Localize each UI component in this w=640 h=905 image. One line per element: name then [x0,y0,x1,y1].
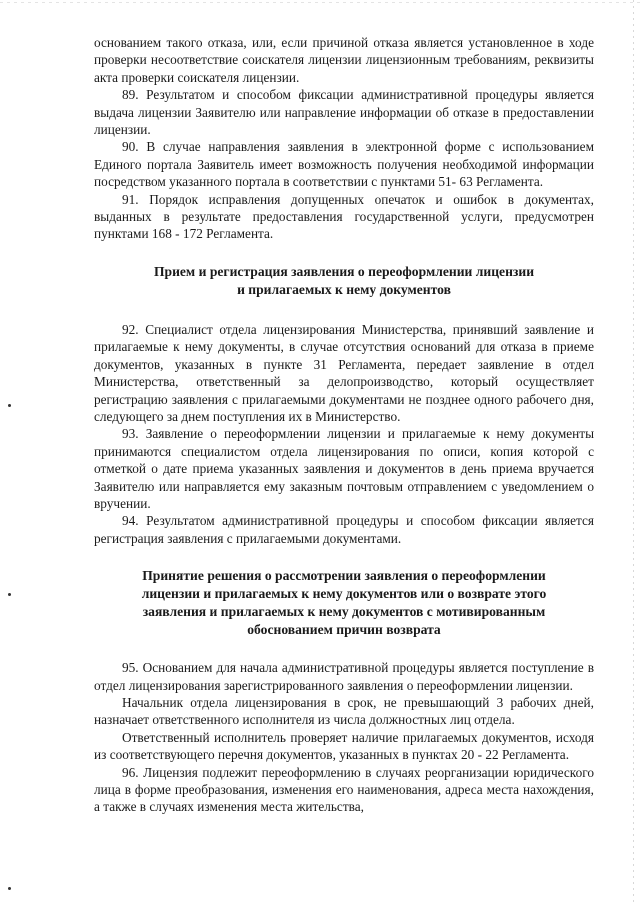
paragraph-92: 92. Специалист отдела лицензирования Министерства, принявший заявление и прилагаемые к нему документы, в случае отсутствия оснований для отказа в приеме документов, указанных в пункте 31 Регламента, передает заявление в отдел Министерства, ответственный за делопроизводство, который осуществляет регистрацию заявления с прилагаемыми документами не позднее одного рабочего дня, следующего за днем поступления их в Министерство. [94,321,594,424]
paragraph-head-of-department: Начальник отдела лицензирования в срок, не превышающий 3 рабочих дней, назначает ответственного исполнителя из числа должностных лиц отдела. [94,694,594,728]
scan-right-edge [633,0,634,905]
heading-line: заявления и прилагаемых к нему документов с мотивированным [142,604,546,620]
paragraph-89: 89. Результатом и способом фиксации административной процедуры является выдача лицензии Заявителю или направление информации об отказе в предоставлении лицензии. [94,87,594,138]
scan-speck [8,887,11,890]
heading-line: Прием и регистрация заявления о переоформлении лицензии [153,263,535,279]
paragraph-93: 93. Заявление о переоформлении лицензии и прилагаемые к нему документы принимаются специалистом отдела лицензирования по описи, копия которой с отметкой о дате приема указанных заявления и документов в день приема вручается Заявителю или направляется ему заказным почтовым отправлением с уведомлением о вручении. [94,426,594,511]
section-heading-registration [94,263,594,299]
paragraph-95: 95. Основанием для начала административной процедуры является поступление в отдел лицензирования зарегистрированного заявления о переоформлении лицензии. [94,660,594,693]
scan-speck [8,593,11,596]
document-page [94,34,594,816]
paragraph-91: 91. Порядок исправления допущенных опечаток и ошибок в документах, выданных в результате предоставления государственной услуги, предусмотрен пунктами 168 - 172 Регламента. [94,191,594,242]
scan-top-edge [0,2,640,3]
paragraph-executor: Ответственный исполнитель проверяет наличие прилагаемых документов, исходя из соответствующего перечня документов, указанных в пунктах 20 - 22 Регламента. [94,729,594,763]
section-heading-decision [94,567,594,639]
heading-line: лицензии и прилагаемых к нему документов или о возврате этого [141,586,547,602]
paragraph-94: 94. Результатом административной процедуры и способом фиксации является регистрация заявления с прилагаемыми документами. [94,513,594,546]
scan-speck [8,404,11,407]
paragraph-96: 96. Лицензия подлежит переоформлению в случаях реорганизации юридического лица в форме преобразования, изменения его наименования, адреса места нахождения, а также в случаях изменения места жительства, [94,764,594,815]
paragraph-90: 90. В случае направления заявления в электронной форме с использованием Единого портала Заявитель имеет возможность получения необходимой информации посредством указанного портала в соответствии с пунктами 51- 63 Регламента. [94,139,594,190]
heading-line: обоснованием причин возврата [247,622,441,638]
heading-line: и прилагаемых к нему документов [237,281,451,297]
heading-line: Принятие решения о рассмотрении заявления о переоформлении [142,568,546,584]
paragraph-continuation: основанием такого отказа, или, если причиной отказа является установленное в ходе проверки несоответствие соискателя лицензии лицензионным требованиям, реквизиты акта проверки соискателя лицензии. [94,35,594,85]
